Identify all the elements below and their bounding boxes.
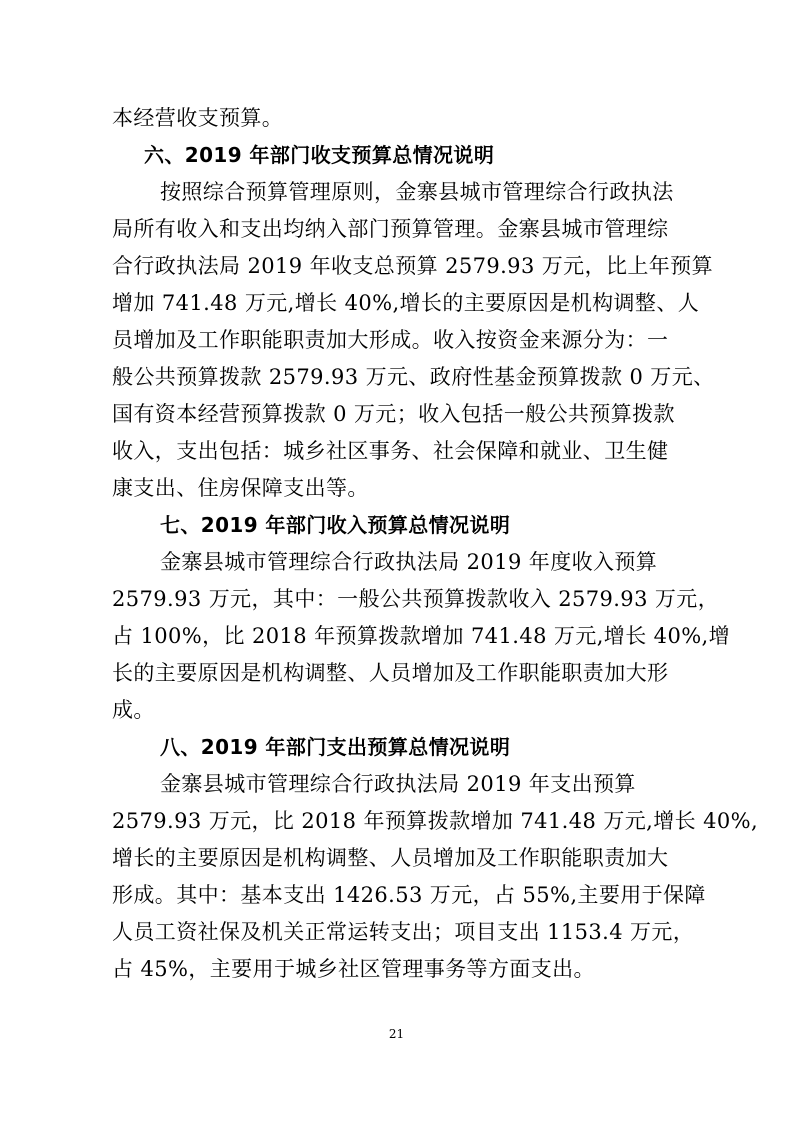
section-heading-7: 七、2019 年部门收入预算总情况说明 — [160, 513, 511, 537]
paragraph-line: 2579.93 万元，其中：一般公共预算拨款收入 2579.93 万元， — [112, 587, 720, 611]
paragraph-line: 康支出、住房保障支出等。 — [112, 476, 369, 500]
paragraph-line: 合行政执法局 2019 年收支总预算 2579.93 万元，比上年预算 — [112, 254, 713, 278]
paragraph-line: 局所有收入和支出均纳入部门预算管理。金寨县城市管理综 — [112, 217, 669, 241]
paragraph-line: 金寨县城市管理综合行政执法局 2019 年支出预算 — [160, 772, 636, 796]
section-heading-6: 六、2019 年部门收支预算总情况说明 — [144, 143, 495, 167]
paragraph-line: 长的主要原因是机构调整、人员增加及工作职能职责加大形 — [112, 661, 669, 685]
paragraph-line: 占 45%，主要用于城乡社区管理事务等方面支出。 — [112, 957, 595, 981]
section-heading-8: 八、2019 年部门支出预算总情况说明 — [160, 735, 511, 759]
page-number: 21 — [388, 1027, 405, 1041]
paragraph-line: 成。 — [112, 698, 155, 722]
paragraph-line: 增加 741.48 万元,增长 40%,增长的主要原因是机构调整、人 — [112, 291, 700, 315]
paragraph-line: 占 100%，比 2018 年预算拨款增加 741.48 万元,增长 40%,增 — [112, 624, 731, 648]
paragraph-line: 形成。其中：基本支出 1426.53 万元，占 55%,主要用于保障 — [112, 883, 706, 907]
paragraph-line: 收入，支出包括：城乡社区事务、社会保障和就业、卫生健 — [112, 439, 669, 463]
paragraph-line: 2579.93 万元，比 2018 年预算拨款增加 741.48 万元,增长 40%, — [112, 809, 759, 833]
paragraph-line: 国有资本经营预算拨款 0 万元；收入包括一般公共预算拨款 — [112, 402, 675, 426]
paragraph-line: 人员工资社保及机关正常运转支出；项目支出 1153.4 万元， — [112, 920, 695, 944]
paragraph-line: 按照综合预算管理原则，金寨县城市管理综合行政执法 — [160, 180, 674, 204]
paragraph-line: 增长的主要原因是机构调整、人员增加及工作职能职责加大 — [112, 846, 669, 870]
paragraph-line: 金寨县城市管理综合行政执法局 2019 年度收入预算 — [160, 550, 658, 574]
paragraph-line: 本经营收支预算。 — [112, 106, 284, 130]
paragraph-line: 般公共预算拨款 2579.93 万元、政府性基金预算拨款 0 万元、 — [112, 365, 715, 389]
paragraph-line: 员增加及工作职能职责加大形成。收入按资金来源分为：一 — [112, 328, 669, 352]
